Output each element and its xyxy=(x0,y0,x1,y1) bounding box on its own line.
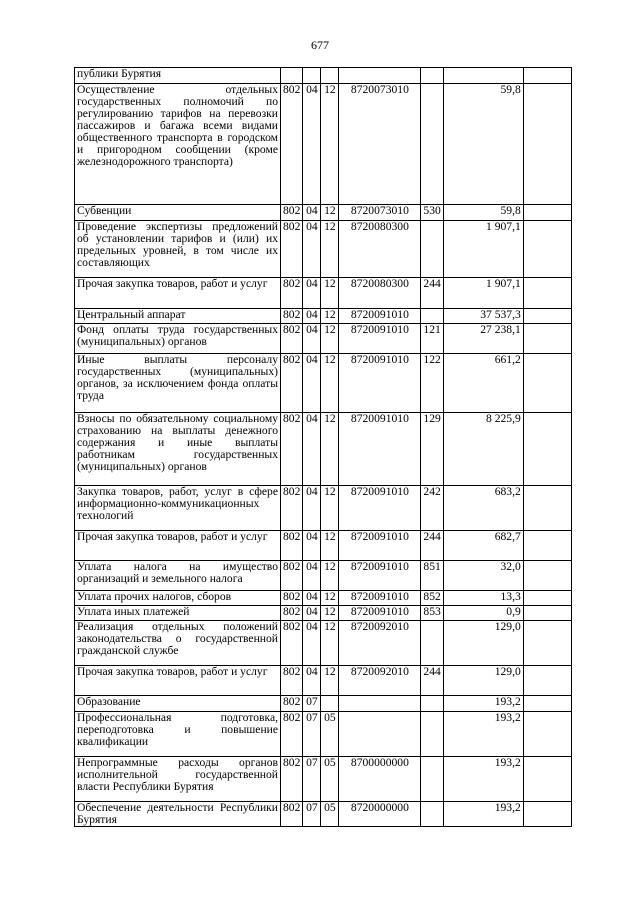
page-number: 677 xyxy=(311,38,329,52)
table-row: Субвенции 802 04 12 8720073010 530 59,8 xyxy=(75,205,572,221)
row-name: Обеспечение деятельности Республики Бурятия xyxy=(75,802,281,827)
budget-table xyxy=(74,67,572,827)
table-row: Проведение экспертизы предложений об установлении тарифов и (или) их предельных уровней, в том числе их составляющих 802 04 12 8720080300 1 907,1 xyxy=(75,221,572,278)
table-row xyxy=(75,68,572,84)
row-name: Прочая закупка товаров, работ и услуг xyxy=(75,278,281,309)
row-name: Прочая закупка товаров, работ и услуг xyxy=(75,531,281,561)
table-row: Взносы по обязательному социальному страхованию на выплаты денежного содержания и иные выплаты работникам государственных (муниципальных) органов 802 04 12 8720091010 129 8 225,9 xyxy=(75,413,572,486)
table-row: Обеспечение деятельности Республики Бурятия 802 07 05 8720000000 193,2 xyxy=(75,802,572,827)
row-name: Профессиональная подготовка, переподготовка и повышение квалификации xyxy=(75,712,281,757)
row-name: Реализация отдельных положений законодательства о государственной гражданской службе xyxy=(75,621,281,666)
table-row: Осуществление отдельных государственных полномочий по регулированию тарифов на перевозки пассажиров и багажа всеми видами общественного транспорта в городском и пригородном сообщении (кроме железнодорожного транспорта) 802 04 12 8720073010 59,8 xyxy=(75,84,572,205)
row-name: Субвенции xyxy=(75,205,281,221)
row-name: Осуществление отдельных государственных полномочий по регулированию тарифов на перевозки пассажиров и багажа всеми видами общественного транспорта в городском и пригородном сообщении (кроме железнодорожного транспорта) xyxy=(75,84,281,205)
table-row: Профессиональная подготовка, переподготовка и повышение квалификации 802 07 05 193,2 xyxy=(75,712,572,757)
table-row: Реализация отдельных положений законодательства о государственной гражданской службе 802 04 12 8720092010 129,0 xyxy=(75,621,572,666)
row-name: Прочая закупка товаров, работ и услуг xyxy=(75,666,281,696)
row-name: публики Бурятия xyxy=(75,68,281,84)
table-row: Прочая закупка товаров, работ и услуг 802 04 12 8720080300 244 1 907,1 xyxy=(75,278,572,309)
table-row: Уплата иных платежей 802 04 12 8720091010 853 0,9 xyxy=(75,606,572,621)
row-name: Уплата иных платежей xyxy=(75,606,281,621)
row-name: Проведение экспертизы предложений об установлении тарифов и (или) их предельных уровней, в том числе их составляющих xyxy=(75,221,281,278)
table-row: Образование 802 07 193,2 xyxy=(75,696,572,712)
table-row: Уплата налога на имущество организаций и земельного налога 802 04 12 8720091010 851 32,0 xyxy=(75,561,572,591)
table-row: Иные выплаты персоналу государственных (муниципальных) органов, за исключением фонда оплаты труда 802 04 12 8720091010 122 661,2 xyxy=(75,354,572,413)
row-name: Уплата налога на имущество организаций и земельного налога xyxy=(75,561,281,591)
table-row: Фонд оплаты труда государственных (муниципальных) органов 802 04 12 8720091010 121 27 238,1 xyxy=(75,324,572,354)
row-name: Взносы по обязательному социальному страхованию на выплаты денежного содержания и иные выплаты работникам государственных (муниципальных) органов xyxy=(75,413,281,486)
table-row: Непрограммные расходы органов исполнительной государственной власти Республики Бурятия 802 07 05 8700000000 193,2 xyxy=(75,757,572,802)
table-row: Уплата прочих налогов, сборов 802 04 12 8720091010 852 13,3 xyxy=(75,591,572,606)
row-name: Фонд оплаты труда государственных (муниципальных) органов xyxy=(75,324,281,354)
table-row: Прочая закупка товаров, работ и услуг 802 04 12 8720091010 244 682,7 xyxy=(75,531,572,561)
table-row: Закупка товаров, работ, услуг в сфере информационно-коммуникационных технологий 802 04 12 8720091010 242 683,2 xyxy=(75,486,572,531)
row-name: Непрограммные расходы органов исполнительной государственной власти Республики Бурятия xyxy=(75,757,281,802)
row-name: Иные выплаты персоналу государственных (муниципальных) органов, за исключением фонда оплаты труда xyxy=(75,354,281,413)
row-name: Закупка товаров, работ, услуг в сфере информационно-коммуникационных технологий xyxy=(75,486,281,531)
row-name: Центральный аппарат xyxy=(75,309,281,324)
row-name: Уплата прочих налогов, сборов xyxy=(75,591,281,606)
table-row: Прочая закупка товаров, работ и услуг 802 04 12 8720092010 244 129,0 xyxy=(75,666,572,696)
row-name: Образование xyxy=(75,696,281,712)
table-row: Центральный аппарат 802 04 12 8720091010 37 537,3 xyxy=(75,309,572,324)
